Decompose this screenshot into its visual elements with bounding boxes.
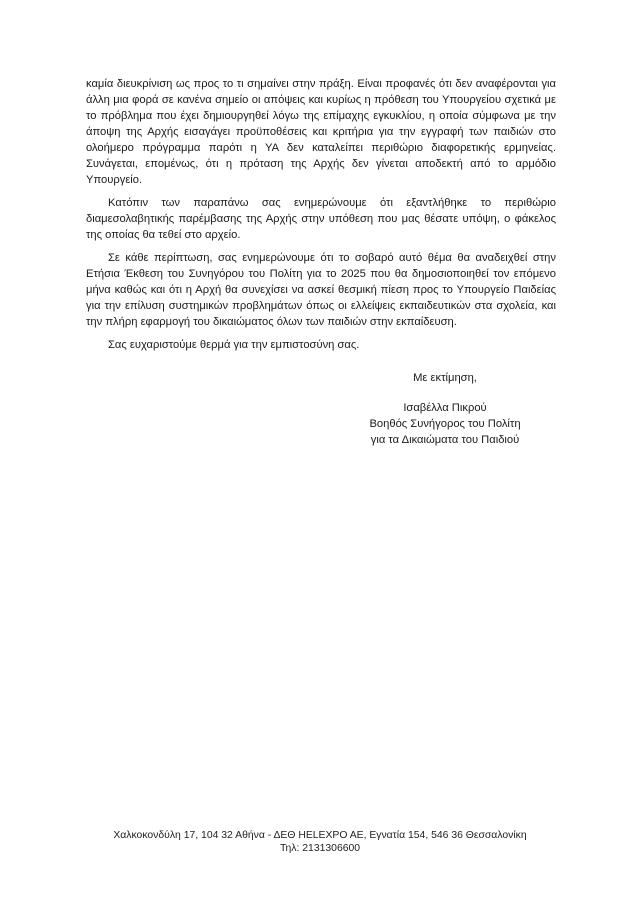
body-paragraph: Κατόπιν των παραπάνω σας ενημερώνουμε ότι εξαντλήθηκε το περιθώριο διαμεσολαβητικής παρέμβασης της Αρχής στην υπόθεση που μας θέσατε υπόψη, ο φάκελος της οποίας θα τεθεί στο αρχείο.	[86, 197, 556, 241]
closing-salutation: Με εκτίμηση,	[413, 372, 477, 384]
footer-address: Χαλκοκονδύλη 17, 104 32 Αθήνα - ΔΕΘ HELEXPO AE, Εγνατία 154, 546 36 Θεσσαλονίκη	[113, 830, 527, 841]
signatory-name: Ισαβέλλα Πικρού	[403, 402, 487, 414]
signatory-title-continued: για τα Δικαιώματα του Παιδιού	[370, 434, 520, 446]
body-paragraph: Σε κάθε περίπτωση, σας ενημερώνουμε ότι το σοβαρό αυτό θέμα θα αναδειχθεί στην Ετήσια Έκθεση του Συνηγόρου του Πολίτη για το 2025 που θα δημοσιοποιηθεί τον επόμενο μήνα καθώς και ότι η Αρχή θα συνεχίσει να ασκεί θεσμική πίεση προς το Υπουργείο Παιδείας για την επίλυση συστημικών προβλημάτων όπως οι ελλείψεις εκπαιδευτικών στα σχολεία, και την πλήρη εφαρμογή του δικαιώματος όλων των παιδιών στην εκπαίδευση.	[86, 252, 556, 328]
footer-phone: Τηλ: 2131306600	[279, 843, 361, 854]
body-paragraph: καμία διευκρίνιση ως προς το τι σημαίνει στην πράξη. Είναι προφανές ότι δεν αναφέρονται για άλλη μια φορά σε κανένα σημείο οι απόψεις και κυρίως η πρόθεση του Υπουργείου σχετικά με το πρόβλημα που έχει δημιουργηθεί λόγω της επίμαχης εγκυκλίου, η οποία σύμφωνα με την άποψη της Αρχής εισαγάγει προϋποθέσεις και κριτήρια για την εγγραφή των παιδιών στο ολοήμερο πρόγραμμα παρότι η ΥΑ δεν καταλείπει περιθώριο διαφορετικής ερμηνείας. Συνάγεται, επομένως, ότι η πρόταση της Αρχής δεν γίνεται αποδεκτή από το αρμόδιο Υπουργείο.	[86, 78, 556, 186]
signature-block	[355, 370, 535, 448]
body-paragraph: Σας ευχαριστούμε θερμά για την εμπιστοσύνη σας.	[108, 339, 360, 351]
signatory-title: Βοηθός Συνήγορος του Πολίτη	[369, 418, 521, 430]
page-footer	[40, 829, 600, 855]
letter-body	[86, 76, 556, 360]
